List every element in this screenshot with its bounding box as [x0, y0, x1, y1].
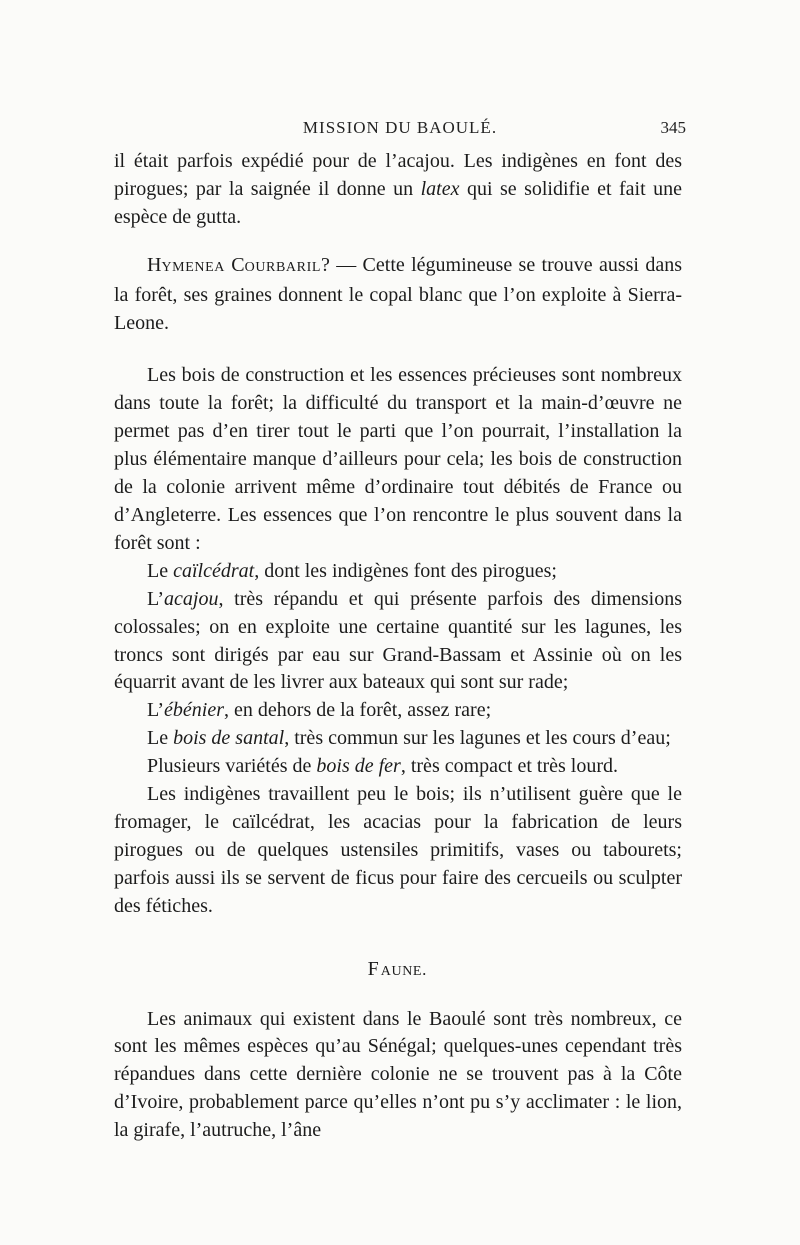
species-italic-cailcedrat: caïlcédrat: [173, 559, 255, 582]
text-run: , très commun sur les lagunes et les cours d’eau;: [284, 727, 671, 750]
paragraph-hymenea-text: ? — Cette légumineuse se trouve aussi dans la forêt, ses graines donnent le copal blanc que l’on exploite à Sierra-Leone.: [114, 253, 682, 334]
running-head: [114, 118, 686, 142]
text-run: L’: [147, 587, 165, 610]
paragraph-gutta-italic: latex: [420, 177, 460, 200]
paragraph-ebenier: [114, 697, 682, 725]
text-run: L’: [147, 699, 165, 722]
paragraph-bois-construction: Les bois de construction et les essences précieuses sont nombreux dans toute la forêt; la difficulté du transport et la main-d’œuvre ne permet pas d’en tirer tout le parti que l’on pourrait, l’installation la plus élémentaire manque d’ailleurs pour cela; les bois de construction de la colonie arrivent même d’ordinaire tout débités de France ou d’Angleterre. Les essences que l’on rencontre le plus souvent dans la forêt sont :: [114, 364, 682, 554]
text-run: , en dehors de la forêt, assez rare;: [224, 699, 492, 722]
spacer: [114, 921, 682, 957]
paragraph-indigenes-bois: Les indigènes travaillent peu le bois; ils n’utilisent guère que le fromager, le caïlcédrat, les acacias pour la fabrication de leurs pirogues ou de quelques ustensiles primitifs, vases ou tabourets; parfois aussi ils se servent de ficus pour faire des cercueils ou sculpter des fétiches.: [114, 783, 682, 917]
paragraph-gutta: [114, 148, 682, 232]
species-name-epithet: OURBARIL: [244, 259, 321, 275]
paragraph-animaux: Les animaux qui existent dans le Baoulé sont très nombreux, ce sont les mêmes espèces qu’au Sénégal; quelques-unes cependant très répandues dans cette dernière colonie ne se trouvent pas à la Côte d’Ivoire, probablement parce qu’elles n’ont pu s’y acclimater : le lion, la girafe, l’autruche, l’âne: [114, 1007, 682, 1142]
section-heading-initial: F: [367, 957, 381, 980]
paragraph-gutta-text: il était parfois expédié pour de l’acajou. Les indigènes en font des pirogues; par la saignée il donne un: [114, 150, 682, 200]
species-italic-santal: bois de santal: [173, 727, 285, 750]
paragraph-santal: [114, 725, 682, 753]
section-heading-period: .: [422, 959, 429, 979]
page-number: 345: [660, 118, 686, 137]
spacer: [114, 337, 682, 362]
spacer: [114, 984, 682, 1006]
paragraph-bois-de-fer: [114, 753, 682, 781]
text-run: , très répandu et qui présente parfois des dimensions colossales; on en exploite une certaine quantité sur les lagunes, les troncs sont dirigés par eau sur Grand-Bassam et Assinie où on les équarrit avant de les livrer aux bateaux qui sont sur rade;: [114, 587, 682, 694]
paragraph-cailcedrat: [114, 558, 682, 586]
species-name-genus: YMENEA: [161, 259, 225, 275]
species-italic-ebenier: ébénier: [164, 699, 225, 722]
text-run: , très compact et très lourd.: [400, 755, 618, 778]
text-run: Le: [147, 727, 174, 750]
text-run: Plusieurs variétés de: [147, 755, 317, 778]
species-name-initial-2: C: [224, 253, 245, 276]
section-heading-rest: AUNE: [380, 963, 423, 979]
spacer: [114, 232, 682, 252]
paragraph-hymenea: [114, 252, 682, 338]
text-run: , dont les indigènes font des pirogues;: [254, 559, 557, 582]
paragraph-acajou: [114, 586, 682, 698]
body-text: [114, 148, 682, 1145]
text-run: Le: [147, 559, 174, 582]
section-heading-faune: [114, 957, 682, 984]
species-italic-acajou: acajou: [164, 587, 219, 610]
paragraph-gutta-end: qui se solidifie et fait une espèce de gutta.: [114, 177, 682, 228]
running-title: MISSION DU BAOULÉ.: [302, 118, 498, 137]
species-name-initial: H: [147, 253, 162, 276]
species-italic-bois-de-fer: bois de fer: [316, 755, 401, 778]
